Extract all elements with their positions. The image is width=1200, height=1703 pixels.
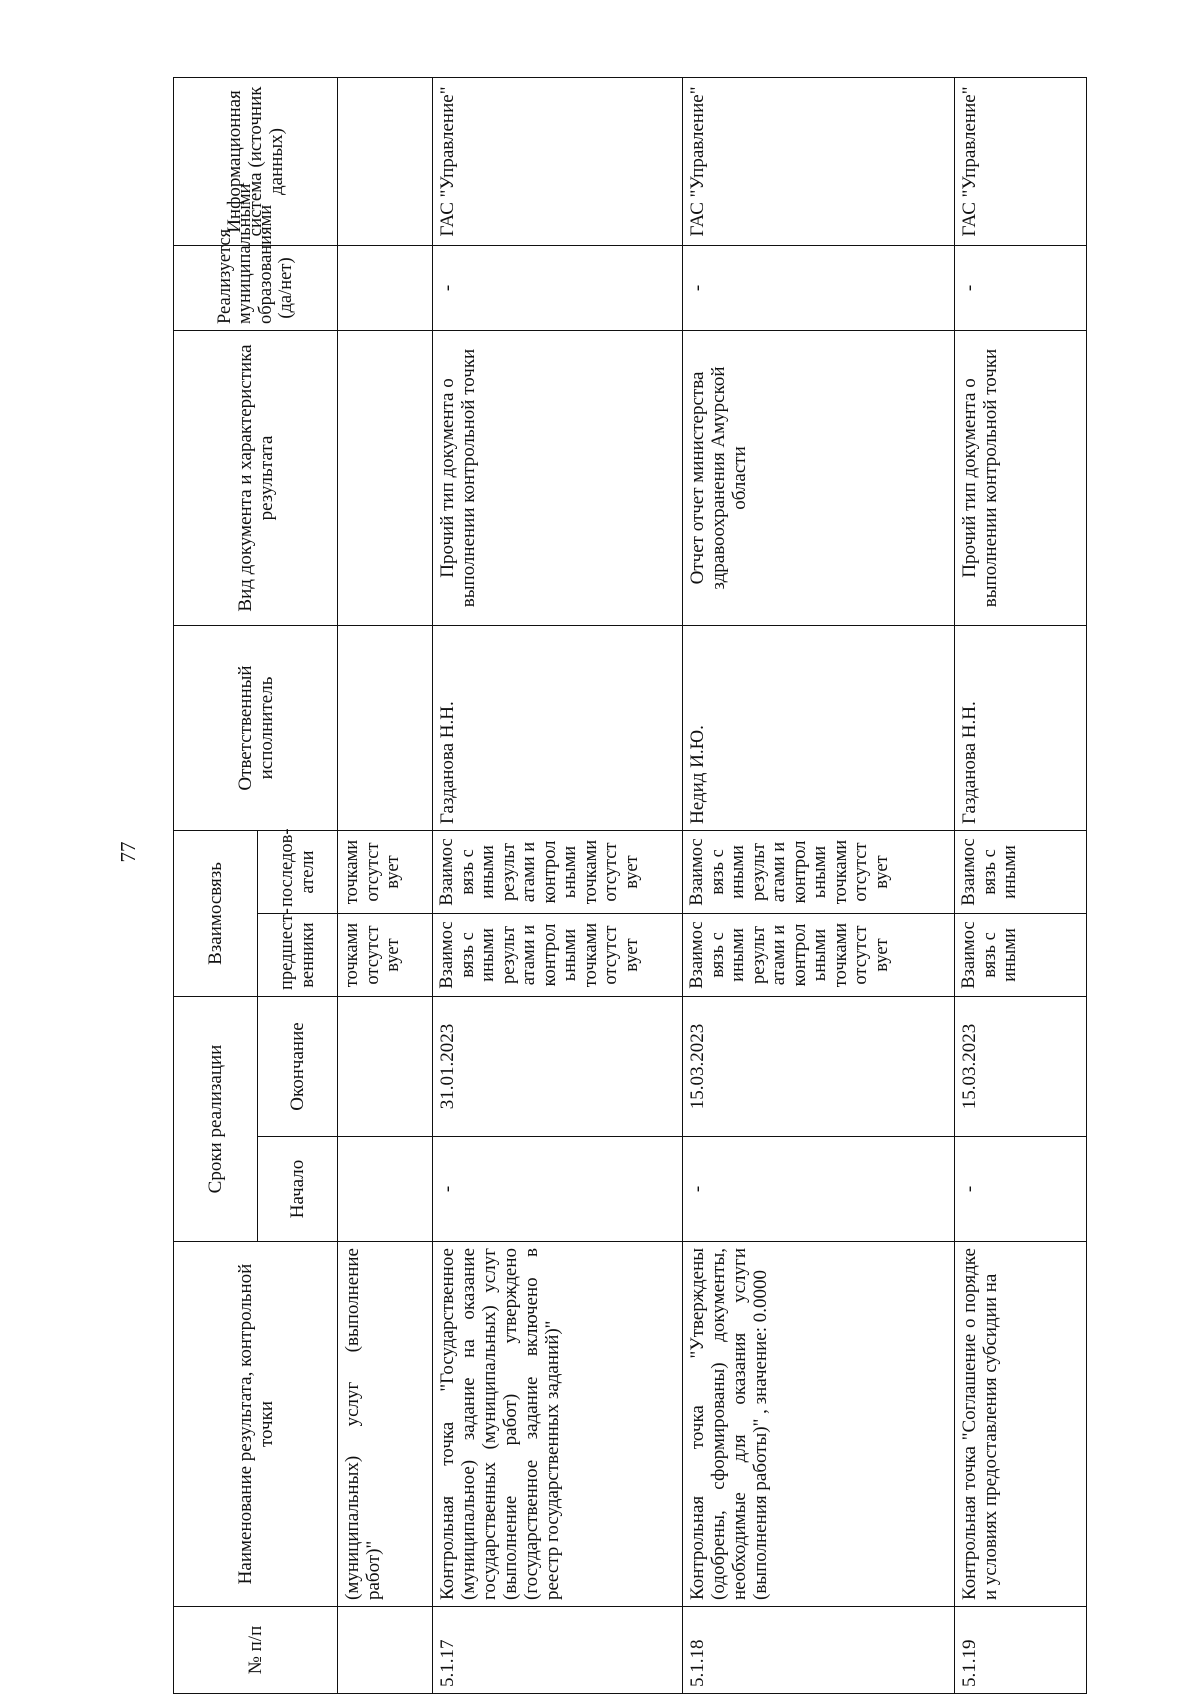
header-resp: Ответственный исполнитель [174, 626, 338, 831]
cell-pred: Взаимос вязь с иными результ атами и контрол ьными точками отсутст вует [433, 914, 683, 997]
cell-end: 15.03.2023 [955, 997, 1087, 1137]
header-pred: предшественники [258, 914, 338, 997]
cell-succ: Взаимос вязь с иными [955, 831, 1087, 914]
cell-resp: Газданова Н.Н. [955, 626, 1087, 831]
header-link: Взаимосвязь [174, 831, 258, 997]
cell-mun: - [433, 246, 683, 331]
header-info: Информационная система (источник данных) [174, 78, 338, 246]
cell-resp: Недид И.Ю. [683, 626, 955, 831]
header-end: Окончание [258, 997, 338, 1137]
cell-mun: - [955, 246, 1087, 331]
cell-start [338, 1137, 433, 1242]
cell-pred: Взаимос вязь с иными результ атами и контрол ьными точками отсутст вует [683, 914, 955, 997]
cell-succ: Взаимос вязь с иными результ атами и контрол ьными точками отсутст вует [683, 831, 955, 914]
cell-info: ГАС "Управление" [683, 78, 955, 246]
cell-name: Контрольная точка "Государственное (муниципальное) задание на оказание государственных (муниципальных) услуг (выполнение работ) утверждено (государственное задание включено в реестр государственных заданий)" [433, 1242, 683, 1607]
cell-end: 31.01.2023 [433, 997, 683, 1137]
cell-num: 5.1.17 [433, 1607, 683, 1694]
page-number: 77 [116, 841, 140, 863]
cell-mun: - [683, 246, 955, 331]
cell-name: Контрольная точка "Утверждены (одобрены, сформированы) документы, необходимые для оказания услуги (выполнения работы)" , значение: 0.0000 [683, 1242, 955, 1607]
cell-doc: Отчет отчет министерства здравоохранения Амурской области [683, 331, 955, 626]
cell-name: Контрольная точка "Соглашение о порядке и условиях предоставления субсидии на [955, 1242, 1087, 1607]
cell-resp [338, 626, 433, 831]
cell-end: 15.03.2023 [683, 997, 955, 1137]
cell-pred: точками отсутст вует [338, 914, 433, 997]
cell-succ: точками отсутст вует [338, 831, 433, 914]
cell-num: 5.1.18 [683, 1607, 955, 1694]
cell-info [338, 78, 433, 246]
cell-succ: Взаимос вязь с иными результ атами и контрол ьными точками отсутст вует [433, 831, 683, 914]
cell-num: 5.1.19 [955, 1607, 1087, 1694]
header-terms: Сроки реализации [174, 997, 258, 1242]
header-num: № п/п [174, 1607, 338, 1694]
cell-start: - [955, 1137, 1087, 1242]
table-row [433, 78, 683, 1694]
cell-info: ГАС "Управление" [433, 78, 683, 246]
cell-doc: Прочий тип документа о выполнении контрольной точки [955, 331, 1087, 626]
cell-end [338, 997, 433, 1137]
cell-num [338, 1607, 433, 1694]
cell-resp: Газданова Н.Н. [433, 626, 683, 831]
rotated-table-container [173, 78, 1086, 1694]
table-row [338, 78, 433, 1694]
header-mun: Реализуется муниципальными образованиями (да/нет) [174, 246, 338, 331]
cell-name: (муниципальных) услуг (выполнение работ)" [338, 1242, 433, 1607]
cell-doc: Прочий тип документа о выполнении контрольной точки [433, 331, 683, 626]
cell-info: ГАС "Управление" [955, 78, 1087, 246]
table-row [683, 78, 955, 1694]
cell-start: - [683, 1137, 955, 1242]
table-row [955, 78, 1087, 1694]
cell-pred: Взаимос вязь с иными [955, 914, 1087, 997]
header-name: Наименование результата, контрольной точки [174, 1242, 338, 1607]
control-points-table [173, 77, 1087, 1694]
cell-mun [338, 246, 433, 331]
header-doc: Вид документа и характеристика результата [174, 331, 338, 626]
header-succ: последователи [258, 831, 338, 914]
cell-start: - [433, 1137, 683, 1242]
cell-doc [338, 331, 433, 626]
header-start: Начало [258, 1137, 338, 1242]
